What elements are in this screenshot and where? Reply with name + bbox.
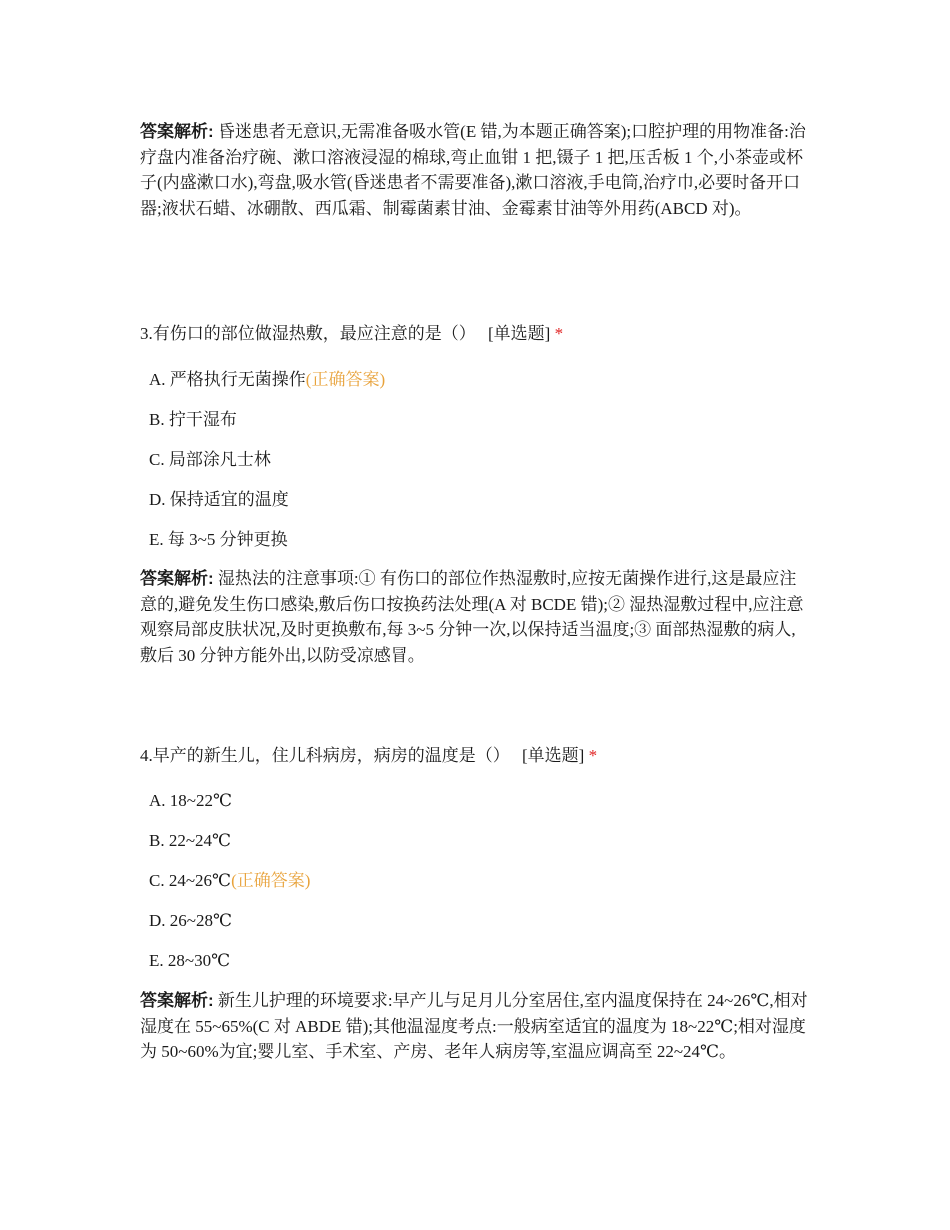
option-text: B. 22~24℃ (149, 831, 232, 850)
question-3-option-a (149, 368, 385, 392)
analysis-label: 答案解析: (140, 122, 214, 141)
question-4-option-e (149, 949, 230, 973)
question-3-title (140, 322, 820, 346)
question-type-tag: [单选题] (522, 746, 585, 765)
question-title-text: 4.早产的新生儿，住儿科病房，病房的温度是（） (140, 746, 510, 765)
question-4-option-a (149, 789, 232, 813)
option-text: C. 局部涂凡士林 (149, 450, 271, 469)
answer-analysis-q2 (140, 119, 812, 221)
option-text: B. 拧干湿布 (149, 410, 237, 429)
analysis-text: 新生儿护理的环境要求:早产儿与足月儿分室居住,室内温度保持在 24~26℃,相对湿度在 55~65%(C 对 ABDE 错);其他温湿度考点:一般病室适宜的温度为 18~22℃;相对湿度为 50~60%为宜;婴儿室、手术室、产房、老年人病房等,室温应调高至 22~24℃。 (140, 991, 808, 1061)
option-text: D. 保持适宜的温度 (149, 490, 289, 509)
option-text: C. 24~26℃ (149, 871, 232, 890)
question-4-title (140, 744, 820, 768)
question-3-option-b (149, 408, 237, 432)
option-text: A. 18~22℃ (149, 791, 232, 810)
question-4-option-d (149, 909, 232, 933)
question-4-option-b (149, 829, 231, 853)
question-3-option-e (149, 528, 288, 552)
analysis-text: 湿热法的注意事项:① 有伤口的部位作热湿敷时,应按无菌操作进行,这是最应注意的,避免发生伤口感染,敷后伤口按换药法处理(A 对 BCDE 错);② 湿热湿敷过程中,应注意观察局部皮肤状况,及时更换敷布,每 3~5 分钟一次,以保持适当温度;③ 面部热湿敷的病人,敷后 30 分钟方能外出,以防受凉感冒。 (140, 569, 804, 665)
option-text: E. 每 3~5 分钟更换 (149, 530, 288, 549)
question-3-option-d (149, 488, 289, 512)
question-4-option-c (149, 869, 310, 893)
analysis-label: 答案解析: (140, 991, 214, 1010)
question-title-text: 3.有伤口的部位做湿热敷，最应注意的是（） (140, 324, 476, 343)
analysis-text: 昏迷患者无意识,无需准备吸水管(E 错,为本题正确答案);口腔护理的用物准备:治疗盘内准备治疗碗、漱口溶液浸湿的棉球,弯止血钳 1 把,镊子 1 把,压舌板 1 个,小茶壶或杯子(内盛漱口水),弯盘,吸水管(昏迷患者不需要准备),漱口溶液,手电筒,治疗巾,必要时备开口器;液状石蜡、冰硼散、西瓜霜、制霉菌素甘油、金霉素甘油等外用药(ABCD 对)。 (140, 122, 806, 218)
answer-analysis-q4 (140, 988, 812, 1065)
required-mark: * (588, 746, 598, 765)
required-mark: * (554, 324, 564, 343)
option-text: A. 严格执行无菌操作 (149, 370, 306, 389)
option-text: D. 26~28℃ (149, 911, 232, 930)
question-3-option-c (149, 448, 271, 472)
option-text: E. 28~30℃ (149, 951, 231, 970)
correct-answer-mark: (正确答案) (231, 871, 311, 890)
correct-answer-mark: (正确答案) (305, 370, 386, 389)
answer-analysis-q3 (140, 566, 812, 668)
analysis-label: 答案解析: (140, 569, 214, 588)
question-type-tag: [单选题] (488, 324, 551, 343)
